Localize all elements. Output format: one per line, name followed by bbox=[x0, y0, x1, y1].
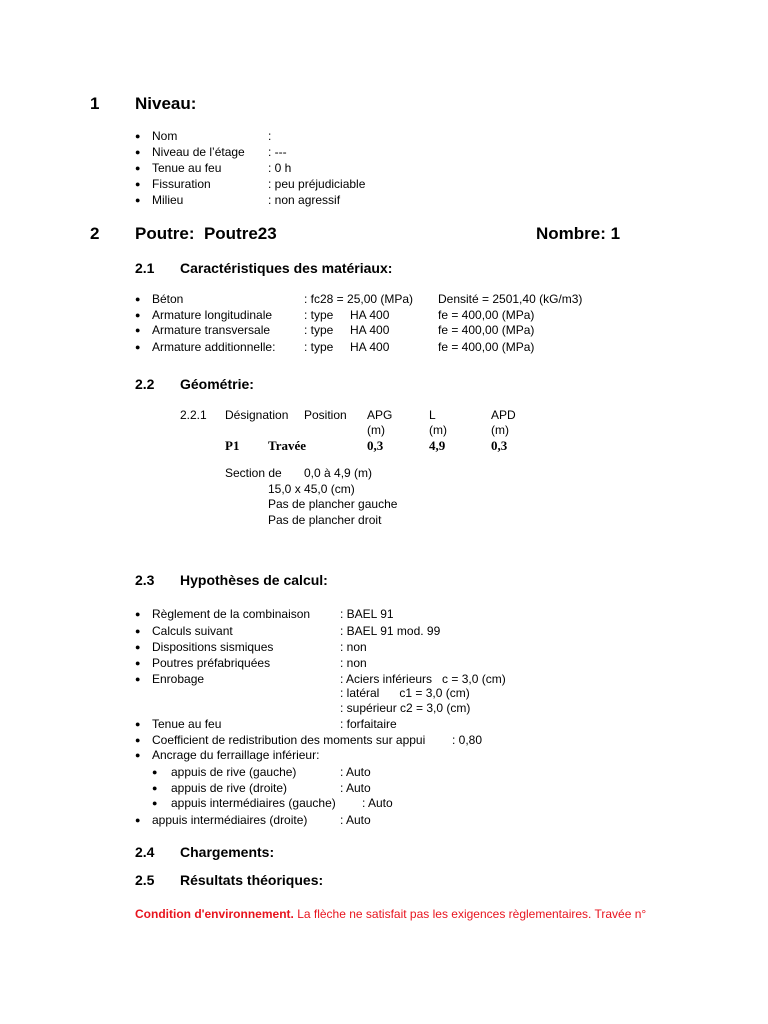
bullet: ● bbox=[135, 674, 141, 684]
list-item-label: Milieu bbox=[152, 193, 184, 207]
list-item-value: : Auto bbox=[340, 781, 371, 795]
list-item-value: : 0,80 bbox=[452, 733, 483, 747]
list-item-value: : non agressif bbox=[268, 193, 341, 207]
subsection-number: 2.3 bbox=[135, 572, 155, 588]
subsection-title: Géométrie: bbox=[180, 376, 254, 392]
list-item-value: : BAEL 91 mod. 99 bbox=[340, 624, 441, 638]
column-header: APD bbox=[491, 408, 516, 422]
bullet: ● bbox=[135, 719, 141, 729]
list-item-extra: fe = 400,00 (MPa) bbox=[438, 308, 535, 322]
column-header: Position bbox=[304, 408, 347, 422]
list-item-label: Armature additionnelle: bbox=[152, 340, 276, 354]
warning-title: Condition d'environnement. bbox=[135, 907, 294, 921]
bullet: ● bbox=[152, 783, 158, 793]
bullet: ● bbox=[135, 195, 141, 205]
section-label: Section de bbox=[225, 466, 282, 480]
list-item-value: : type HA 400 bbox=[304, 340, 390, 354]
list-item-label: Fissuration bbox=[152, 177, 211, 191]
list-item-value: : bbox=[268, 129, 272, 143]
list-item-label: Béton bbox=[152, 292, 184, 306]
list-item-label: appuis intermédiaires (gauche) bbox=[171, 796, 336, 810]
column-unit: (m) bbox=[491, 423, 509, 437]
table-cell: 0,3 bbox=[491, 438, 508, 453]
list-item-value: : Auto bbox=[340, 765, 371, 779]
list-item-label: Tenue au feu bbox=[152, 161, 222, 175]
column-unit: (m) bbox=[367, 423, 385, 437]
bullet: ● bbox=[135, 310, 141, 320]
list-item-label: Nom bbox=[152, 129, 178, 143]
list-item-value: : type HA 400 bbox=[304, 323, 390, 337]
list-item-label: Ancrage du ferraillage inférieur: bbox=[152, 748, 320, 762]
list-item-value: : Aciers inférieurs c = 3,0 (cm) bbox=[340, 672, 506, 686]
list-item-value: : latéral c1 = 3,0 (cm) bbox=[340, 686, 470, 700]
bullet: ● bbox=[135, 642, 141, 652]
bullet: ● bbox=[135, 735, 141, 745]
list-item-value: : fc28 = 25,00 (MPa) bbox=[304, 292, 414, 306]
beam-title: Poutre: Poutre23 bbox=[135, 224, 277, 243]
bullet: ● bbox=[135, 163, 141, 173]
list-item-label: appuis de rive (gauche) bbox=[171, 765, 297, 779]
column-header: L bbox=[429, 408, 436, 422]
bullet: ● bbox=[135, 815, 141, 825]
list-item-label: Niveau de l’étage bbox=[152, 145, 245, 159]
subsection-title: Hypothèses de calcul: bbox=[180, 572, 328, 588]
list-item-extra: fe = 400,00 (MPa) bbox=[438, 340, 535, 354]
bullet: ● bbox=[135, 750, 141, 760]
beam-count: Nombre: 1 bbox=[536, 224, 621, 243]
subsection-number: 2.2 bbox=[135, 376, 155, 392]
bullet: ● bbox=[135, 294, 141, 304]
list-item-value: : Auto bbox=[362, 796, 393, 810]
bullet: ● bbox=[152, 798, 158, 808]
subsubsection-number: 2.2.1 bbox=[180, 408, 207, 422]
list-item-label: appuis de rive (droite) bbox=[171, 781, 288, 795]
list-item-label: appuis intermédiaires (droite) bbox=[152, 813, 308, 827]
list-item-label: Coefficient de redistribution des moments sur appui bbox=[152, 733, 426, 747]
list-item-label: Tenue au feu bbox=[152, 717, 222, 731]
list-item-value: : Auto bbox=[340, 813, 371, 827]
subsection-number: 2.5 bbox=[135, 872, 155, 888]
list-item-value: : 0 h bbox=[268, 161, 292, 175]
list-item-label: Enrobage bbox=[152, 672, 205, 686]
list-item-label: Armature longitudinale bbox=[152, 308, 273, 322]
table-cell: Travée bbox=[268, 438, 307, 453]
subsection-title: Caractéristiques des matériaux: bbox=[180, 260, 393, 276]
bullet: ● bbox=[135, 609, 141, 619]
section-line: Pas de plancher droit bbox=[268, 513, 382, 527]
list-item-label: Calculs suivant bbox=[152, 624, 233, 638]
subsection-number: 2.4 bbox=[135, 844, 155, 860]
subsection-title: Chargements: bbox=[180, 844, 275, 860]
list-item-value: : supérieur c2 = 3,0 (cm) bbox=[340, 701, 471, 715]
bullet: ● bbox=[135, 131, 141, 141]
list-item-value: : non bbox=[340, 656, 367, 670]
bullet: ● bbox=[135, 147, 141, 157]
bullet: ● bbox=[135, 179, 141, 189]
section-line: Pas de plancher gauche bbox=[268, 497, 398, 511]
list-item-label: Dispositions sismiques bbox=[152, 640, 274, 654]
section-line: 15,0 x 45,0 (cm) bbox=[268, 482, 355, 496]
warning-text: La flèche ne satisfait pas les exigences règlementaires. Travée n° bbox=[293, 907, 647, 921]
subsection-number: 2.1 bbox=[135, 260, 155, 276]
section-line: 0,0 à 4,9 (m) bbox=[304, 466, 373, 480]
list-item-value: : --- bbox=[268, 145, 287, 159]
list-item-label: Poutres préfabriquées bbox=[152, 656, 271, 670]
list-item-value: : BAEL 91 bbox=[340, 607, 394, 621]
bullet: ● bbox=[152, 767, 158, 777]
list-item-value: : peu préjudiciable bbox=[268, 177, 366, 191]
section-number: 2 bbox=[90, 224, 100, 243]
subsection-title: Résultats théoriques: bbox=[180, 872, 324, 888]
list-item-value: : forfaitaire bbox=[340, 717, 397, 731]
column-header: APG bbox=[367, 408, 393, 422]
list-item-value: : type HA 400 bbox=[304, 308, 390, 322]
table-cell: P1 bbox=[225, 438, 240, 453]
list-item-extra: Densité = 2501,40 (kG/m3) bbox=[438, 292, 583, 306]
bullet: ● bbox=[135, 626, 141, 636]
list-item-extra: fe = 400,00 (MPa) bbox=[438, 323, 535, 337]
list-item-label: Règlement de la combinaison bbox=[152, 607, 311, 621]
bullet: ● bbox=[135, 658, 141, 668]
table-cell: 4,9 bbox=[429, 438, 446, 453]
column-header: Désignation bbox=[225, 408, 289, 422]
bullet: ● bbox=[135, 342, 141, 352]
table-cell: 0,3 bbox=[367, 438, 384, 453]
bullet: ● bbox=[135, 325, 141, 335]
list-item-label: Armature transversale bbox=[152, 323, 271, 337]
column-unit: (m) bbox=[429, 423, 447, 437]
list-item-value: : non bbox=[340, 640, 367, 654]
section-title: Niveau: bbox=[135, 94, 197, 113]
section-number: 1 bbox=[90, 94, 100, 113]
environment-warning bbox=[135, 907, 646, 921]
